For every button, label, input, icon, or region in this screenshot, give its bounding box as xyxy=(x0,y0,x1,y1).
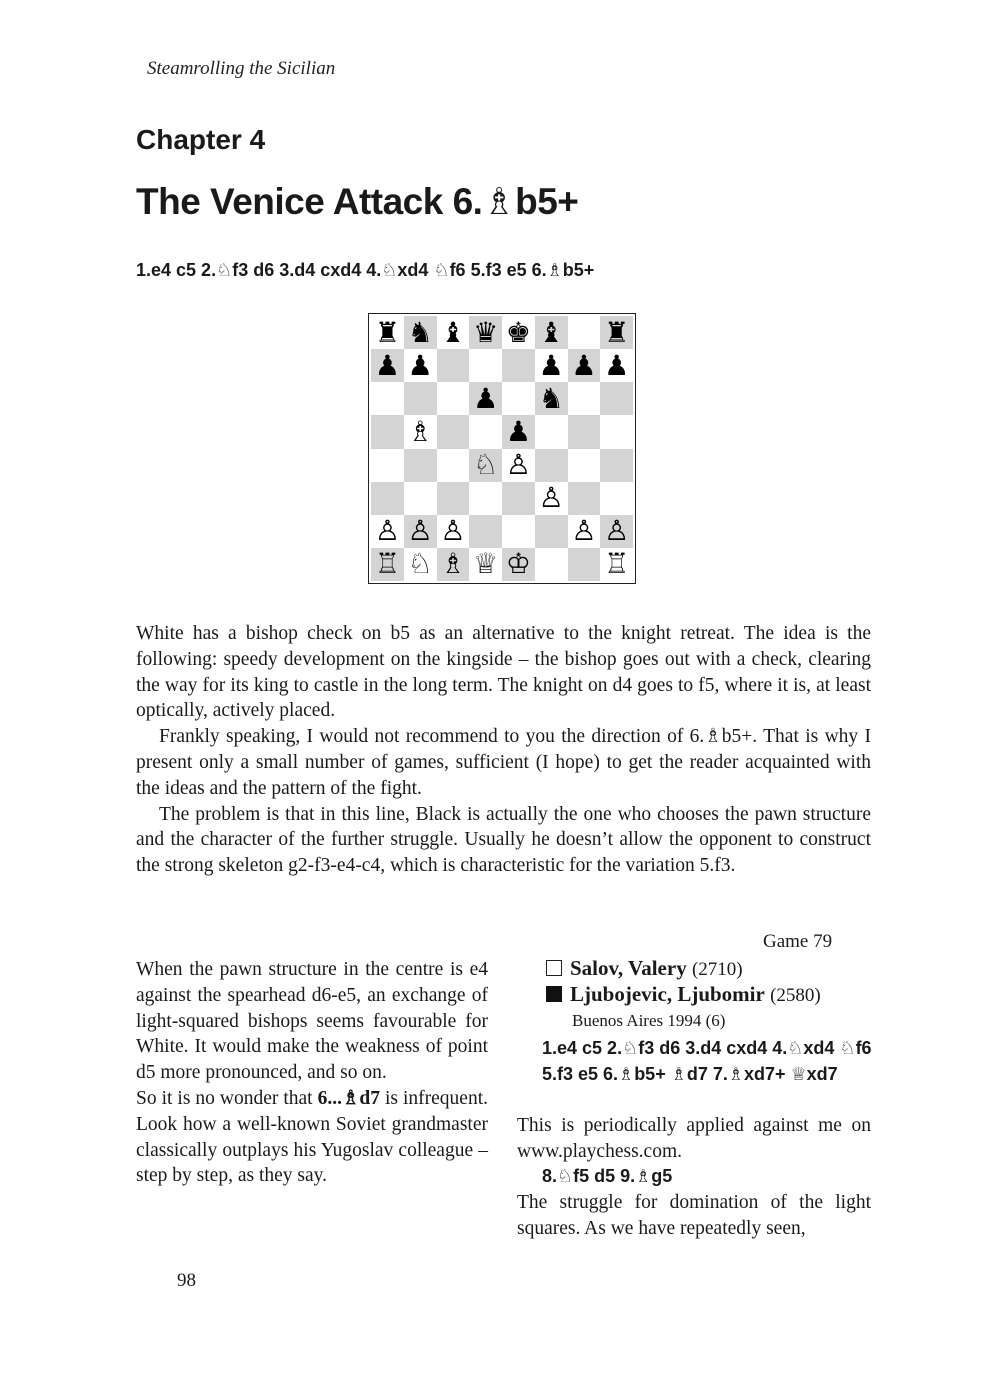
chess-piece-square: ♟ xyxy=(502,415,535,448)
board-square xyxy=(535,415,568,448)
white-square-icon xyxy=(546,960,562,976)
game-number: Game 79 xyxy=(763,931,833,952)
chess-piece-square: ♟ xyxy=(469,382,502,415)
game-comment xyxy=(517,1113,871,1165)
chess-piece-square: ♖ xyxy=(371,548,404,581)
game-moves: 1.e4 c5 2.♘f3 d6 3.d4 cxd4 4.♘xd4 ♘f6 5.f3 e5 6.♗b5+ ♗d7 7.♗xd7+ ♕xd7 xyxy=(542,1038,872,1084)
white-player xyxy=(546,956,743,981)
intro-paragraph: White has a bishop check on b5 as an alternative to the knight retreat. The idea is the following: speedy development on the kingside – the bishop goes out with a check, clearing the way for its king to castle in the long term. The knight on d4 goes to f5, where it is, at least optically, actively placed. xyxy=(136,623,871,722)
chess-piece-square: ♟ xyxy=(600,349,633,382)
comment-text: This is periodically applied against me on www.playchess.com. xyxy=(517,1115,871,1162)
chess-piece-square: ♟ xyxy=(371,349,404,382)
board-square xyxy=(600,449,633,482)
board-square xyxy=(568,415,601,448)
board-square xyxy=(568,316,601,349)
board-square xyxy=(568,548,601,581)
left-column xyxy=(136,957,488,1189)
game-moves-continued: 8.♘f5 d5 9.♗g5 xyxy=(542,1166,673,1186)
board-square xyxy=(371,382,404,415)
board-square xyxy=(535,548,568,581)
chess-piece-square: ♟ xyxy=(535,349,568,382)
board-square xyxy=(437,482,470,515)
chess-piece-square: ♙ xyxy=(535,482,568,515)
page-number: 98 xyxy=(177,1270,196,1291)
board-square xyxy=(535,515,568,548)
intro-text xyxy=(136,621,871,879)
white-player-name: Salov, Valery xyxy=(570,956,687,980)
board-square xyxy=(502,382,535,415)
board-square xyxy=(502,515,535,548)
board-square xyxy=(600,482,633,515)
text-run: is infrequent. Look how a well-known Soviet grandmaster classically outplays his Yugoslav colleague – step by step, as they say. xyxy=(136,1087,488,1187)
comment-text: The struggle for domination of the light squares. As we have repeatedly seen, xyxy=(517,1192,871,1239)
chess-piece-square: ♝ xyxy=(437,316,470,349)
board-square xyxy=(535,449,568,482)
chess-piece-square: ♗ xyxy=(437,548,470,581)
chess-piece-square: ♔ xyxy=(502,548,535,581)
intro-paragraph: The problem is that in this line, Black is actually the one who chooses the pawn structure and the character of the further struggle. Usually he doesn’t allow the opponent to construct the strong skeleton g2-f3-e4-c4, which is characteristic for the variation 5.f3. xyxy=(136,803,871,877)
chess-piece-square: ♙ xyxy=(437,515,470,548)
chess-piece-square: ♜ xyxy=(371,316,404,349)
board-square xyxy=(502,482,535,515)
text-run: So it is no wonder that xyxy=(136,1087,318,1109)
board-square xyxy=(437,449,470,482)
board-square xyxy=(404,382,437,415)
chapter-title: The Venice Attack 6.♗b5+ xyxy=(136,181,579,222)
game-comment xyxy=(517,1190,871,1242)
left-paragraph: When the pawn structure in the centre is e4 against the spearhead d6-e5, an exchange of light-squared bishops seems favourable for White. It would make the weakness of point d5 more pronounced, and so on. xyxy=(136,959,488,1084)
black-player-rating: (2580) xyxy=(770,985,821,1006)
black-player-name: Ljubojevic, Ljubomir xyxy=(570,982,765,1006)
chess-piece-square: ♝ xyxy=(535,316,568,349)
chapter-label: Chapter 4 xyxy=(136,124,266,155)
chess-piece-square: ♙ xyxy=(371,515,404,548)
chess-piece-square: ♞ xyxy=(404,316,437,349)
white-player-rating: (2710) xyxy=(691,959,743,980)
board-square xyxy=(469,415,502,448)
chess-piece-square: ♙ xyxy=(568,515,601,548)
chess-piece-square: ♗ xyxy=(404,415,437,448)
board-square xyxy=(502,349,535,382)
board-square xyxy=(437,382,470,415)
board-square xyxy=(404,482,437,515)
opening-moves: 1.e4 c5 2.♘f3 d6 3.d4 cxd4 4.♘xd4 ♘f6 5.f3 e5 6.♗b5+ xyxy=(136,260,595,280)
intro-paragraph: Frankly speaking, I would not recommend to you the direction of 6.♗b5+. That is why I present only a small number of games, sufficient (I hope) to get the reader acquainted with the ideas and the pattern of the fight. xyxy=(136,726,871,799)
board-square xyxy=(568,382,601,415)
board-square xyxy=(371,449,404,482)
board-square xyxy=(404,449,437,482)
chess-piece-square: ♞ xyxy=(535,382,568,415)
chess-piece-square: ♙ xyxy=(600,515,633,548)
chess-piece-square: ♟ xyxy=(404,349,437,382)
board-square xyxy=(437,349,470,382)
chess-piece-square: ♖ xyxy=(600,548,633,581)
chess-piece-square: ♙ xyxy=(404,515,437,548)
chess-piece-square: ♘ xyxy=(404,548,437,581)
running-head: Steamrolling the Sicilian xyxy=(147,58,336,79)
black-player xyxy=(546,982,821,1007)
board-square xyxy=(371,415,404,448)
move-reference: 6...♗d7 xyxy=(317,1087,381,1109)
black-square-icon xyxy=(546,986,562,1002)
board-square xyxy=(469,515,502,548)
game-event: Buenos Aires 1994 (6) xyxy=(572,1011,726,1030)
left-paragraph xyxy=(136,1086,488,1189)
chess-piece-square: ♙ xyxy=(502,449,535,482)
board-square xyxy=(469,482,502,515)
chess-piece-square: ♜ xyxy=(600,316,633,349)
board-square xyxy=(600,415,633,448)
chess-piece-square: ♕ xyxy=(469,548,502,581)
chess-diagram xyxy=(368,313,636,584)
chess-piece-square: ♘ xyxy=(469,449,502,482)
chess-piece-square: ♟ xyxy=(568,349,601,382)
board-square xyxy=(469,349,502,382)
board-square xyxy=(568,449,601,482)
board-square xyxy=(568,482,601,515)
board-square xyxy=(437,415,470,448)
chess-piece-square: ♛ xyxy=(469,316,502,349)
board-square xyxy=(600,382,633,415)
board-square xyxy=(371,482,404,515)
chess-piece-square: ♚ xyxy=(502,316,535,349)
